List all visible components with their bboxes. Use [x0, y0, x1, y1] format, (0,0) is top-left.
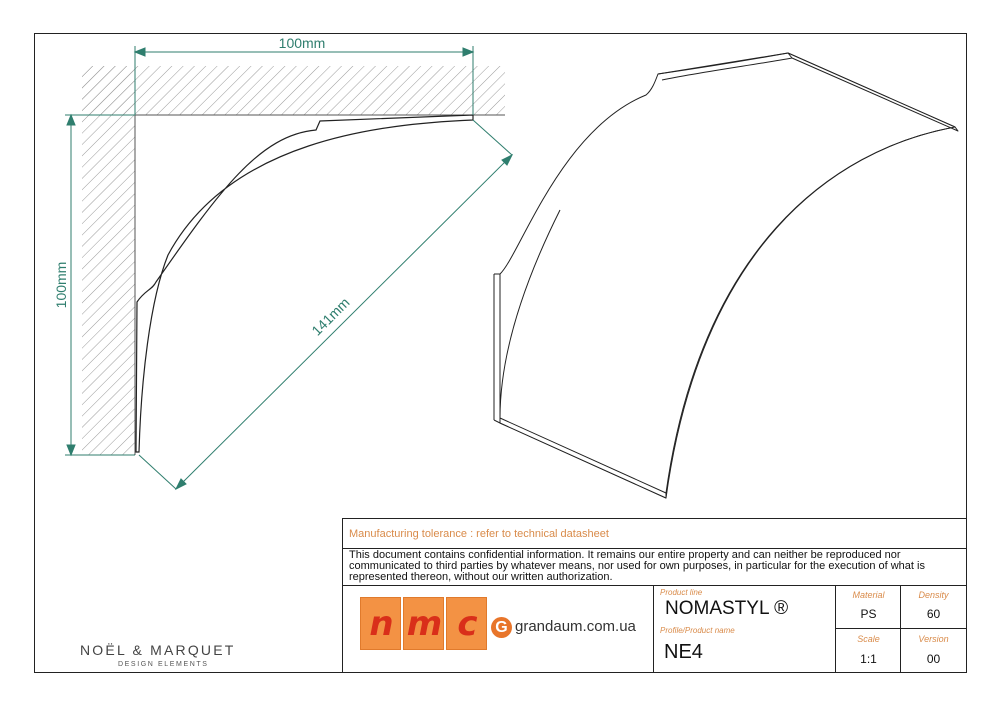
product-line-caption: Product line	[660, 588, 703, 597]
width-label: 100mm	[278, 35, 326, 51]
profile-caption: Profile/Product name	[660, 626, 735, 635]
scale-caption: Scale	[857, 634, 880, 644]
product-cell	[654, 586, 836, 672]
dimension-diagonal	[139, 120, 512, 489]
grandaum-site: grandaum.com.ua	[515, 618, 636, 635]
version-cell	[901, 629, 966, 672]
density-cell	[901, 586, 966, 629]
version-caption: Version	[918, 634, 949, 644]
cornice-profile	[136, 115, 473, 452]
wall-hatch	[82, 66, 135, 455]
height-label: 100mm	[53, 261, 69, 309]
tolerance-row	[343, 519, 966, 549]
title-block	[342, 518, 967, 673]
nmc-logo-m: m	[403, 597, 444, 650]
confidentiality-row	[343, 549, 966, 586]
nmc-logo-n: n	[360, 597, 401, 650]
brand-subtitle: DESIGN ELEMENTS	[118, 661, 209, 668]
version-value: 00	[926, 652, 941, 666]
tolerance-note: Manufacturing tolerance : refer to technical datasheet	[349, 528, 609, 540]
cornice-3d-view	[494, 53, 958, 498]
nmc-logo-c: c	[446, 597, 487, 650]
density-value: 60	[926, 607, 941, 621]
product-line: NOMASTYL ®	[665, 598, 789, 619]
material-cell	[836, 586, 901, 629]
ceiling-hatch	[82, 66, 505, 115]
confidentiality-note: This document contains confidential information. It remains our entire property and can neither be reproduced nor communicated to third parties by whatever means, nor used for own purposes, in particular for the execution of what is represented thereon, without our written authorization.	[349, 549, 925, 583]
scale-cell	[836, 629, 901, 672]
material-value: PS	[860, 607, 877, 621]
profile-name: NE4	[664, 641, 703, 663]
material-caption: Material	[852, 590, 885, 600]
brand-name: NOËL & MARQUET	[80, 642, 236, 658]
diagonal-label: 141mm	[308, 294, 353, 339]
density-caption: Density	[918, 590, 949, 600]
logo-cell	[343, 586, 654, 672]
grandaum-logo-icon: G	[491, 617, 512, 638]
scale-value: 1:1	[860, 652, 877, 666]
